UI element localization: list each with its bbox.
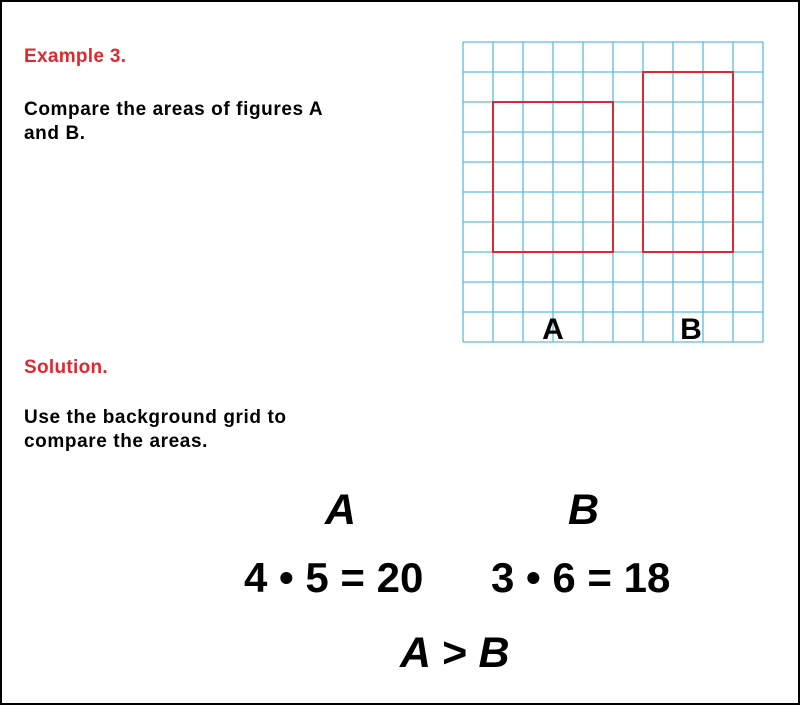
equation-b: 3 • 6 = 18 — [491, 554, 671, 601]
solution-line-2: compare the areas. — [24, 431, 208, 452]
question-line-1: Compare the areas of figures A — [24, 99, 324, 120]
equation-a: 4 • 5 = 20 — [244, 554, 424, 601]
figure-b-label: B — [680, 313, 702, 346]
example-title: Example 3. — [24, 46, 127, 67]
figure-a-label: A — [542, 313, 564, 346]
conclusion: A > B — [400, 629, 510, 677]
question-line-2: and B. — [24, 123, 86, 144]
math-header-b: B — [568, 486, 600, 534]
solution-title: Solution. — [24, 357, 108, 378]
math-header-a: A — [325, 486, 357, 534]
solution-line-1: Use the background grid to — [24, 407, 287, 428]
